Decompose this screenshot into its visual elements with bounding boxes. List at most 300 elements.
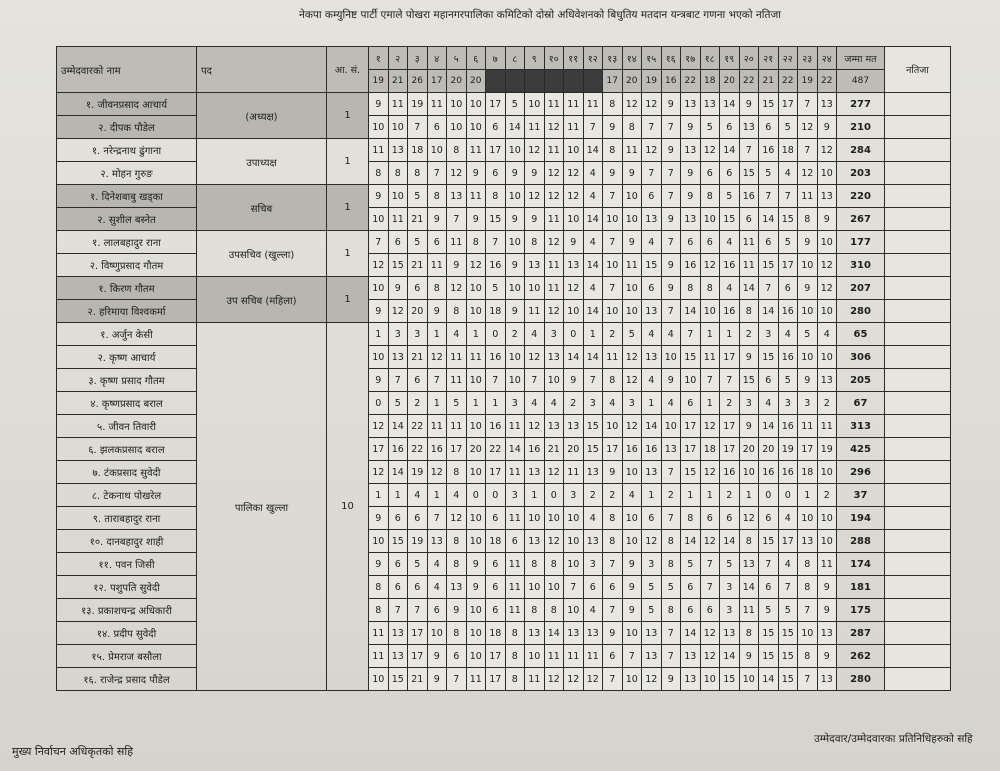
vote-cell: 6 (720, 162, 740, 185)
vote-cell: 11 (427, 254, 447, 277)
vote-cell: 3 (720, 576, 740, 599)
vote-cell: 12 (525, 185, 545, 208)
vote-cell: 3 (388, 323, 408, 346)
vote-cell: 10 (817, 530, 837, 553)
vote-cell: 11 (622, 254, 642, 277)
vote-cell: 7 (642, 162, 662, 185)
booth-total-cell: 18 (700, 70, 720, 93)
vote-cell: 4 (583, 162, 603, 185)
vote-cell: 8 (369, 576, 389, 599)
vote-cell: 10 (798, 254, 818, 277)
vote-cell: 10 (817, 300, 837, 323)
vote-cell: 7 (642, 116, 662, 139)
vote-cell: 11 (505, 576, 525, 599)
vote-cell: 9 (661, 208, 681, 231)
vote-cell: 4 (525, 392, 545, 415)
vote-cell: 4 (778, 162, 798, 185)
table-row (57, 438, 951, 461)
vote-cell: 16 (759, 139, 779, 162)
booth-number-header: ८ (505, 47, 525, 70)
vote-cell: 4 (778, 553, 798, 576)
vote-cell: 13 (681, 668, 701, 691)
vote-cell: 5 (642, 599, 662, 622)
vote-cell: 12 (817, 139, 837, 162)
vote-cell: 3 (408, 323, 428, 346)
vote-cell: 10 (739, 668, 759, 691)
vote-cell: 11 (739, 254, 759, 277)
vote-cell: 11 (388, 208, 408, 231)
vote-cell: 6 (700, 162, 720, 185)
vote-cell: 9 (622, 599, 642, 622)
vote-cell: 5 (759, 599, 779, 622)
vote-cell: 10 (564, 208, 584, 231)
candidate-name: १. अर्जुन केसी (57, 323, 197, 346)
vote-cell: 12 (700, 415, 720, 438)
booth-total-cell (525, 70, 545, 93)
vote-cell: 13 (798, 530, 818, 553)
vote-cell: 15 (739, 162, 759, 185)
vote-cell: 8 (544, 599, 564, 622)
vote-cell: 12 (622, 346, 642, 369)
vote-cell: 15 (759, 254, 779, 277)
vote-cell: 10 (369, 530, 389, 553)
vote-cell: 6 (720, 507, 740, 530)
booth-number-header: १८ (700, 47, 720, 70)
vote-cell: 5 (642, 576, 662, 599)
vote-cell: 7 (778, 185, 798, 208)
vote-cell: 6 (778, 277, 798, 300)
total-votes: 203 (837, 162, 885, 185)
vote-cell: 11 (505, 507, 525, 530)
vote-cell: 14 (388, 461, 408, 484)
vote-cell: 22 (408, 415, 428, 438)
vote-cell: 4 (583, 185, 603, 208)
result-cell (885, 668, 951, 691)
vote-cell: 9 (817, 645, 837, 668)
vote-cell: 4 (447, 323, 467, 346)
vote-cell: 7 (661, 231, 681, 254)
booth-number-header: ५ (447, 47, 467, 70)
booth-total-cell: 19 (369, 70, 389, 93)
vote-cell: 10 (525, 507, 545, 530)
vote-cell: 10 (427, 139, 447, 162)
vote-cell: 2 (583, 484, 603, 507)
vote-cell: 8 (447, 530, 467, 553)
vote-cell: 12 (525, 139, 545, 162)
vote-cell: 7 (798, 599, 818, 622)
vote-cell: 1 (700, 392, 720, 415)
vote-cell: 5 (505, 93, 525, 116)
vote-cell: 8 (700, 185, 720, 208)
seat-count: 1 (327, 277, 369, 323)
vote-cell: 11 (739, 599, 759, 622)
vote-cell: 6 (583, 576, 603, 599)
vote-cell: 6 (486, 553, 506, 576)
vote-cell: 14 (583, 300, 603, 323)
vote-cell: 16 (720, 254, 740, 277)
table-row (57, 461, 951, 484)
vote-cell: 12 (642, 139, 662, 162)
vote-cell: 10 (466, 599, 486, 622)
vote-cell: 2 (817, 484, 837, 507)
vote-cell: 12 (622, 369, 642, 392)
vote-cell: 9 (505, 300, 525, 323)
vote-cell: 9 (798, 277, 818, 300)
vote-cell: 4 (603, 392, 623, 415)
result-cell (885, 231, 951, 254)
result-cell (885, 484, 951, 507)
vote-cell: 16 (525, 438, 545, 461)
vote-cell: 7 (661, 507, 681, 530)
vote-cell: 11 (583, 645, 603, 668)
vote-cell: 16 (642, 438, 662, 461)
vote-cell: 12 (817, 277, 837, 300)
total-votes: 175 (837, 599, 885, 622)
vote-cell: 10 (622, 461, 642, 484)
vote-cell: 6 (505, 530, 525, 553)
vote-cell: 8 (739, 530, 759, 553)
vote-cell: 1 (427, 392, 447, 415)
vote-cell: 11 (583, 93, 603, 116)
candidate-name: १३. प्रकाशचन्द्र अधिकारी (57, 599, 197, 622)
vote-cell: 8 (798, 208, 818, 231)
vote-cell: 10 (622, 668, 642, 691)
booth-number-header: १२ (583, 47, 603, 70)
candidate-name: १४. प्रदीप सुवेदी (57, 622, 197, 645)
booth-number-header: २१ (759, 47, 779, 70)
total-votes: 306 (837, 346, 885, 369)
vote-cell: 9 (505, 254, 525, 277)
vote-cell: 10 (505, 231, 525, 254)
vote-cell: 9 (427, 208, 447, 231)
vote-cell: 10 (798, 300, 818, 323)
vote-cell: 2 (817, 392, 837, 415)
vote-cell: 15 (778, 645, 798, 668)
vote-cell: 10 (817, 507, 837, 530)
vote-cell: 5 (408, 231, 428, 254)
vote-cell: 17 (486, 461, 506, 484)
result-header: नतिजा (885, 47, 951, 93)
vote-cell: 13 (681, 208, 701, 231)
vote-cell: 19 (408, 93, 428, 116)
vote-cell: 16 (622, 438, 642, 461)
vote-cell: 15 (778, 208, 798, 231)
vote-cell: 17 (447, 438, 467, 461)
vote-cell: 17 (486, 139, 506, 162)
result-cell (885, 392, 951, 415)
vote-cell: 13 (564, 254, 584, 277)
vote-cell: 10 (525, 93, 545, 116)
vote-cell: 7 (603, 553, 623, 576)
vote-cell: 20 (759, 438, 779, 461)
vote-cell: 5 (408, 553, 428, 576)
vote-cell: 8 (466, 231, 486, 254)
vote-cell: 7 (622, 645, 642, 668)
vote-cell: 10 (622, 622, 642, 645)
vote-cell: 8 (447, 622, 467, 645)
vote-cell: 7 (759, 553, 779, 576)
table-row (57, 668, 951, 691)
vote-cell: 9 (505, 208, 525, 231)
vote-cell: 7 (661, 622, 681, 645)
result-cell (885, 553, 951, 576)
vote-cell: 7 (525, 369, 545, 392)
candidate-name: ९. ताराबहादुर राना (57, 507, 197, 530)
vote-cell: 14 (681, 530, 701, 553)
seat-count: 1 (327, 185, 369, 231)
vote-cell: 10 (564, 507, 584, 530)
vote-cell: 3 (720, 599, 740, 622)
vote-cell: 11 (466, 668, 486, 691)
vote-cell: 3 (622, 392, 642, 415)
vote-cell: 17 (486, 668, 506, 691)
booth-total-cell: 22 (739, 70, 759, 93)
vote-cell: 6 (759, 507, 779, 530)
candidate-name: १०. दानबहादुर शाही (57, 530, 197, 553)
vote-cell: 11 (505, 599, 525, 622)
vote-cell: 14 (739, 277, 759, 300)
vote-cell: 8 (661, 599, 681, 622)
vote-cell: 8 (447, 553, 467, 576)
vote-cell: 6 (408, 507, 428, 530)
vote-cell: 9 (447, 599, 467, 622)
vote-cell: 9 (681, 116, 701, 139)
vote-cell: 4 (622, 484, 642, 507)
vote-cell: 8 (603, 139, 623, 162)
vote-cell: 12 (544, 461, 564, 484)
vote-cell: 10 (369, 208, 389, 231)
vote-cell: 16 (427, 438, 447, 461)
vote-cell: 13 (642, 622, 662, 645)
vote-cell: 9 (369, 185, 389, 208)
vote-cell: 13 (544, 346, 564, 369)
vote-cell: 10 (564, 300, 584, 323)
vote-cell: 13 (661, 438, 681, 461)
vote-cell: 7 (427, 369, 447, 392)
vote-cell: 5 (447, 392, 467, 415)
vote-cell: 10 (603, 254, 623, 277)
result-cell (885, 116, 951, 139)
vote-cell: 14 (720, 645, 740, 668)
total-votes: 174 (837, 553, 885, 576)
vote-cell: 10 (466, 622, 486, 645)
vote-cell: 10 (700, 208, 720, 231)
vote-cell: 15 (388, 530, 408, 553)
vote-cell: 8 (661, 530, 681, 553)
total-votes: 280 (837, 300, 885, 323)
vote-cell: 13 (583, 622, 603, 645)
result-cell (885, 438, 951, 461)
vote-cell: 6 (739, 208, 759, 231)
total-votes: 296 (837, 461, 885, 484)
vote-cell: 13 (388, 622, 408, 645)
vote-cell: 10 (544, 576, 564, 599)
vote-cell: 7 (603, 668, 623, 691)
total-votes: 284 (837, 139, 885, 162)
vote-cell: 10 (466, 645, 486, 668)
result-cell (885, 622, 951, 645)
chief-election-officer-signature: मुख्य निर्वाचन अधिकृतको सहि (12, 745, 134, 758)
vote-cell: 5 (720, 185, 740, 208)
vote-cell: 6 (681, 576, 701, 599)
vote-cell: 5 (778, 116, 798, 139)
vote-cell: 10 (447, 93, 467, 116)
vote-cell: 10 (817, 461, 837, 484)
vote-cell: 3 (505, 392, 525, 415)
total-votes: 194 (837, 507, 885, 530)
vote-cell: 9 (739, 415, 759, 438)
booth-total-cell: 22 (681, 70, 701, 93)
vote-cell: 16 (720, 300, 740, 323)
booth-number-header: ६ (466, 47, 486, 70)
booth-total-cell: 20 (622, 70, 642, 93)
vote-cell: 10 (505, 369, 525, 392)
table-row (57, 139, 951, 162)
vote-cell: 6 (427, 231, 447, 254)
total-votes: 37 (837, 484, 885, 507)
vote-cell: 9 (603, 622, 623, 645)
post-name: उप सचिब (महिला) (197, 277, 327, 323)
vote-cell: 21 (408, 346, 428, 369)
table-row (57, 599, 951, 622)
vote-cell: 7 (447, 668, 467, 691)
table-row (57, 185, 951, 208)
vote-cell: 11 (798, 185, 818, 208)
vote-cell: 4 (817, 323, 837, 346)
vote-cell: 7 (408, 116, 428, 139)
vote-cell: 9 (661, 254, 681, 277)
vote-cell: 9 (427, 300, 447, 323)
vote-cell: 9 (817, 116, 837, 139)
vote-cell: 7 (661, 461, 681, 484)
vote-cell: 13 (642, 461, 662, 484)
vote-cell: 16 (486, 254, 506, 277)
vote-cell: 9 (661, 668, 681, 691)
vote-cell: 17 (408, 645, 428, 668)
vote-cell: 12 (739, 507, 759, 530)
table-row (57, 622, 951, 645)
vote-cell: 1 (388, 484, 408, 507)
vote-cell: 11 (466, 139, 486, 162)
vote-cell: 19 (817, 438, 837, 461)
table-row (57, 346, 951, 369)
seat-count: 1 (327, 93, 369, 139)
vote-cell: 12 (564, 277, 584, 300)
vote-cell: 14 (564, 346, 584, 369)
vote-cell: 10 (505, 185, 525, 208)
vote-cell: 20 (564, 438, 584, 461)
vote-cell: 4 (583, 599, 603, 622)
vote-cell: 7 (486, 369, 506, 392)
vote-cell: 15 (759, 530, 779, 553)
candidate-name: १. दिनेशबाबु खड्का (57, 185, 197, 208)
table-row (57, 645, 951, 668)
vote-cell: 5 (486, 277, 506, 300)
total-votes: 288 (837, 530, 885, 553)
vote-cell: 9 (817, 576, 837, 599)
total-votes: 313 (837, 415, 885, 438)
vote-cell: 15 (778, 622, 798, 645)
booth-number-header: २० (739, 47, 759, 70)
vote-cell: 7 (759, 185, 779, 208)
vote-cell: 12 (466, 254, 486, 277)
booth-total-cell (486, 70, 506, 93)
vote-cell: 17 (681, 438, 701, 461)
vote-cell: 8 (739, 622, 759, 645)
vote-cell: 12 (369, 254, 389, 277)
vote-cell: 9 (739, 346, 759, 369)
table-row (57, 369, 951, 392)
vote-cell: 6 (603, 645, 623, 668)
table-row (57, 231, 951, 254)
table-row (57, 277, 951, 300)
vote-cell: 14 (642, 415, 662, 438)
vote-cell: 17 (798, 438, 818, 461)
vote-cell: 1 (486, 392, 506, 415)
vote-cell: 10 (369, 668, 389, 691)
candidate-name: २. दीपक पौडेल (57, 116, 197, 139)
vote-cell: 11 (564, 645, 584, 668)
vote-cell: 12 (583, 668, 603, 691)
vote-cell: 0 (778, 484, 798, 507)
booth-number-header: २४ (817, 47, 837, 70)
vote-cell: 4 (583, 231, 603, 254)
vote-cell: 13 (447, 576, 467, 599)
vote-cell: 1 (427, 323, 447, 346)
vote-cell: 11 (622, 139, 642, 162)
total-votes: 280 (837, 668, 885, 691)
vote-cell: 16 (486, 415, 506, 438)
vote-cell: 14 (759, 415, 779, 438)
vote-cell: 10 (564, 139, 584, 162)
vote-cell: 12 (525, 346, 545, 369)
vote-cell: 7 (661, 645, 681, 668)
candidate-name: १. किरण गौतम (57, 277, 197, 300)
vote-cell: 12 (525, 415, 545, 438)
vote-cell: 12 (642, 93, 662, 116)
total-votes: 425 (837, 438, 885, 461)
vote-cell: 0 (564, 323, 584, 346)
vote-cell: 6 (642, 277, 662, 300)
vote-cell: 7 (661, 185, 681, 208)
vote-cell: 4 (778, 507, 798, 530)
vote-cell: 1 (720, 323, 740, 346)
vote-cell: 10 (564, 599, 584, 622)
candidate-header: उम्मेदवारको नाम (57, 47, 197, 93)
vote-cell: 3 (778, 392, 798, 415)
booth-number-header: १६ (661, 47, 681, 70)
vote-cell: 17 (720, 438, 740, 461)
vote-cell: 4 (759, 392, 779, 415)
booth-number-header: १५ (642, 47, 662, 70)
vote-cell: 19 (408, 530, 428, 553)
total-votes: 277 (837, 93, 885, 116)
vote-cell: 11 (798, 415, 818, 438)
candidate-name: ११. पवन जिसी (57, 553, 197, 576)
vote-cell: 6 (700, 231, 720, 254)
vote-cell: 8 (603, 93, 623, 116)
vote-cell: 12 (564, 162, 584, 185)
vote-cell: 9 (564, 231, 584, 254)
vote-cell: 6 (486, 576, 506, 599)
vote-cell: 8 (798, 553, 818, 576)
vote-cell: 5 (798, 323, 818, 346)
vote-cell: 9 (681, 185, 701, 208)
vote-cell: 11 (525, 668, 545, 691)
vote-cell: 9 (622, 576, 642, 599)
vote-cell: 3 (505, 484, 525, 507)
booth-number-header: ९ (525, 47, 545, 70)
